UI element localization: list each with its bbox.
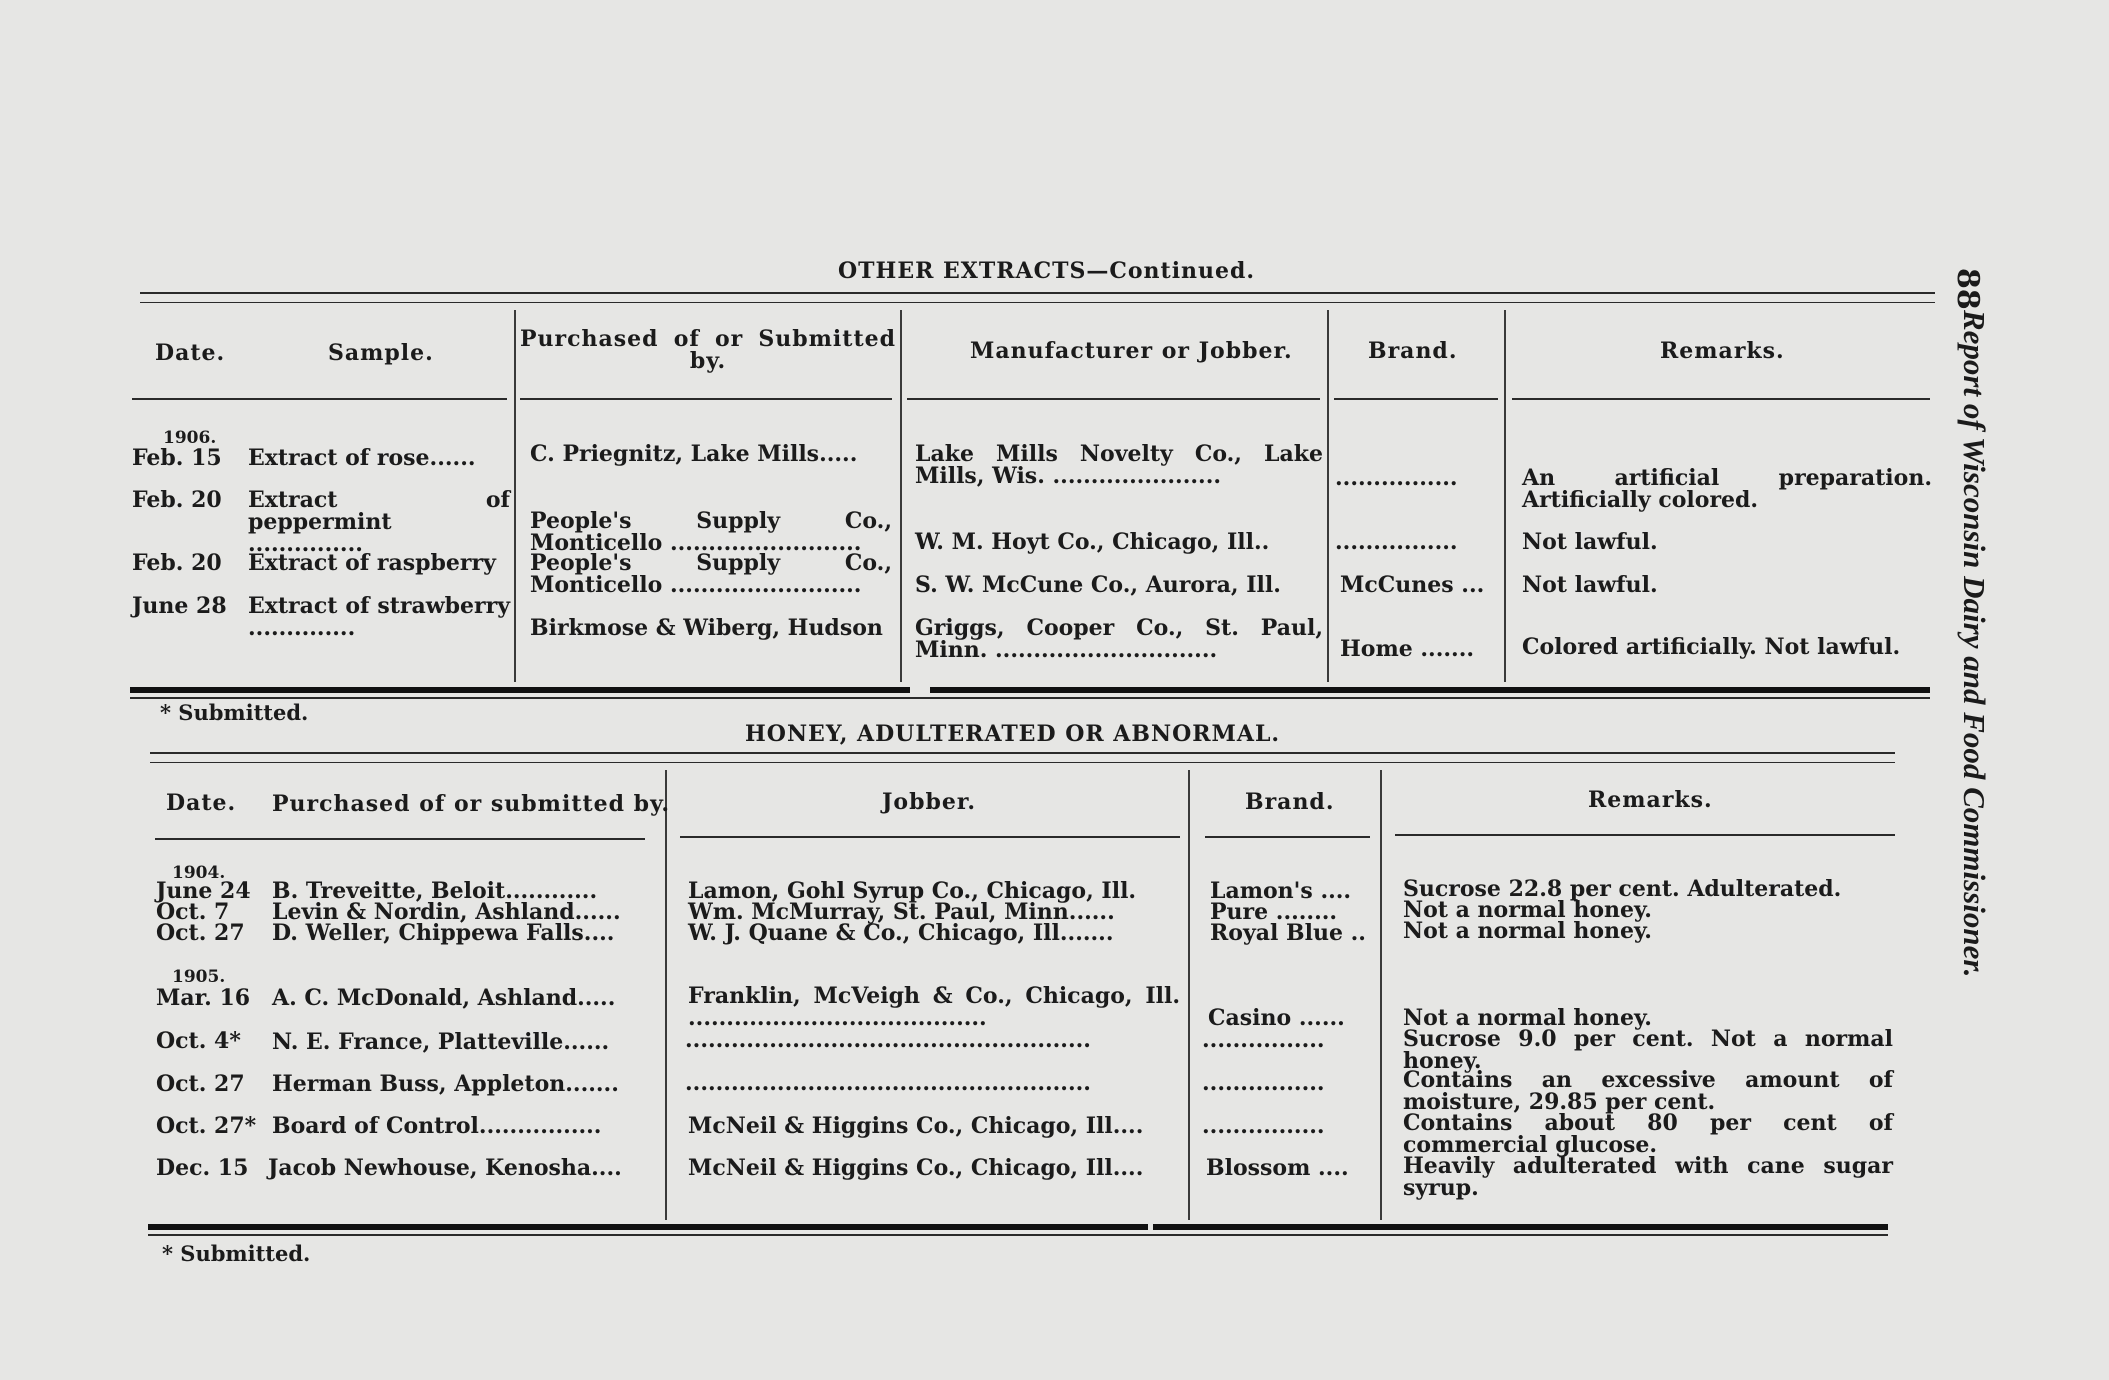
- t2-row3-date: Oct. 27: [156, 920, 245, 946]
- t1-header-date: Date.: [155, 340, 226, 366]
- t2-row2-purchased: Levin & Nordin, Ashland......: [272, 899, 621, 925]
- t1-row3-sample: Extract of raspberry: [248, 550, 496, 576]
- t2-header-underline: [1205, 836, 1370, 838]
- t2-row8-brand: Blossom ....: [1206, 1155, 1349, 1181]
- t2-row8-jobber: McNeil & Higgins Co., Chicago, Ill....: [688, 1155, 1144, 1181]
- t2-row1-purchased: B. Treveitte, Beloit............: [272, 878, 598, 904]
- t1-header-brand: Brand.: [1368, 338, 1458, 364]
- t2-row8-purchased: Jacob Newhouse, Kenosha....: [268, 1155, 622, 1181]
- t2-col-divider: [665, 770, 667, 1220]
- t2-row8-remarks: Heavily adulterated with cane sugar syrup.: [1403, 1153, 1893, 1201]
- table1-top-rule-2: [140, 302, 1935, 303]
- t2-header-purchased: Purchased of or submitted by.: [272, 791, 670, 817]
- table2-bottom-rule: [148, 1224, 1148, 1230]
- t1-row2-remarks: Not lawful.: [1522, 529, 1658, 555]
- t2-row2-brand: Pure ........: [1210, 899, 1338, 925]
- t2-row3-brand: Royal Blue ..: [1210, 920, 1366, 946]
- t2-row6-date: Oct. 27: [156, 1071, 245, 1097]
- page-number: 88: [1950, 268, 1985, 310]
- t2-col-divider: [1380, 770, 1382, 1220]
- t1-header-sample: Sample.: [328, 340, 434, 366]
- running-title: Report of Wisconsin Dairy and Food Commissioner.: [1957, 310, 1992, 978]
- running-title-column: [1950, 270, 1990, 1170]
- t1-row1-brand: ................: [1335, 465, 1458, 491]
- t1-header-underline: [1512, 398, 1930, 400]
- t2-row1-date: June 24: [156, 878, 251, 904]
- t1-row1-manufacturer: Lake Mills Novelty Co., Lake Mills, Wis. ......................: [915, 441, 1323, 489]
- t2-row2-date: Oct. 7: [156, 899, 230, 925]
- t2-row3-purchased: D. Weller, Chippewa Falls....: [272, 920, 615, 946]
- t2-row7-brand: ................: [1202, 1113, 1325, 1139]
- table2-bottom-rule-2: [148, 1234, 1888, 1236]
- t2-row7-date: Oct. 27*: [156, 1113, 257, 1139]
- t2-header-remarks: Remarks.: [1588, 787, 1713, 813]
- t2-year-1905: 1905.: [172, 967, 226, 987]
- t1-row1-sample: Extract of rose......: [248, 445, 476, 471]
- t1-col-divider: [900, 310, 902, 682]
- t2-row6-remarks: Contains an excessive amount of moisture, 29.85 per cent.: [1403, 1067, 1893, 1115]
- t2-header-underline: [680, 836, 1180, 838]
- t1-row4-date: June 28: [132, 593, 227, 619]
- t1-year: 1906.: [163, 428, 217, 448]
- t2-row3-jobber: W. J. Quane & Co., Chicago, Ill.......: [688, 920, 1114, 946]
- t2-row4-purchased: A. C. McDonald, Ashland.....: [272, 985, 616, 1011]
- t2-row7-purchased: Board of Control................: [272, 1113, 602, 1139]
- t1-row3-purchased: People's Supply Co., Monticello .........................: [530, 550, 892, 598]
- t1-header-remarks: Remarks.: [1660, 338, 1785, 364]
- table1-top-rule: [140, 292, 1935, 294]
- t2-row1-jobber: Lamon, Gohl Syrup Co., Chicago, Ill.: [688, 878, 1137, 904]
- t1-row4-brand: Home .......: [1340, 636, 1475, 662]
- t1-header-underline: [1334, 398, 1498, 400]
- table1-footnote: * Submitted.: [160, 700, 309, 725]
- t1-row1-date: Feb. 15: [132, 445, 222, 471]
- t1-row2-manufacturer: W. M. Hoyt Co., Chicago, Ill..: [915, 529, 1270, 555]
- t2-row5-date: Oct. 4*: [156, 1028, 241, 1054]
- t1-header-purchased: Purchased of or Submitted by.: [520, 326, 896, 374]
- t1-header-manufacturer: Manufacturer or Jobber.: [970, 338, 1293, 364]
- t1-col-divider: [1327, 310, 1329, 682]
- t1-row3-date: Feb. 20: [132, 550, 222, 576]
- t2-row4-remarks: Not a normal honey.: [1403, 1005, 1652, 1031]
- t2-row6-jobber: .....................................................: [685, 1070, 1091, 1096]
- t1-row2-date: Feb. 20: [132, 487, 222, 513]
- t2-row2-jobber: Wm. McMurray, St. Paul, Minn......: [688, 899, 1115, 925]
- t1-col-divider: [514, 310, 516, 682]
- t2-header-date: Date.: [166, 790, 237, 816]
- table2-footnote: * Submitted.: [162, 1241, 311, 1266]
- t2-header-jobber: Jobber.: [882, 789, 977, 815]
- t2-row7-remarks: Contains about 80 per cent of commercial glucose.: [1403, 1110, 1893, 1158]
- t1-row1-purchased: C. Priegnitz, Lake Mills.....: [530, 441, 858, 467]
- t2-row5-remarks: Sucrose 9.0 per cent. Not a normal honey.: [1403, 1026, 1893, 1074]
- table1-title: OTHER EXTRACTS—Continued.: [838, 258, 1256, 284]
- t1-row2-purchased: People's Supply Co., Monticello .........................: [530, 508, 892, 556]
- t2-row6-purchased: Herman Buss, Appleton.......: [272, 1071, 619, 1097]
- t1-row1-remarks: An artificial preparation. Artificially colored.: [1522, 465, 1932, 513]
- t2-year-1904: 1904.: [172, 863, 226, 883]
- t1-row4-purchased: Birkmose & Wiberg, Hudson: [530, 615, 883, 641]
- table2-top-rule: [150, 752, 1895, 754]
- t1-header-underline: [907, 398, 1320, 400]
- table1-bottom-rule: [930, 687, 1930, 693]
- t1-row2-sample: Extract of peppermint ...............: [248, 487, 510, 557]
- t1-row3-manufacturer: S. W. McCune Co., Aurora, Ill.: [915, 572, 1281, 598]
- t2-row3-remarks: Not a normal honey.: [1403, 918, 1652, 944]
- t2-row7-jobber: McNeil & Higgins Co., Chicago, Ill....: [688, 1113, 1144, 1139]
- t2-row5-purchased: N. E. France, Platteville......: [272, 1029, 610, 1055]
- t2-header-underline: [155, 838, 645, 840]
- t2-row1-brand: Lamon's ....: [1210, 878, 1352, 904]
- t1-row3-remarks: Not lawful.: [1522, 572, 1658, 598]
- table2-bottom-rule: [1153, 1224, 1888, 1230]
- t2-header-brand: Brand.: [1245, 789, 1335, 815]
- t2-col-divider: [1188, 770, 1190, 1220]
- t2-row4-jobber: Franklin, McVeigh & Co., Chicago, Ill. .......................................: [688, 983, 1180, 1031]
- t1-row4-manufacturer: Griggs, Cooper Co., St. Paul, Minn. .............................: [915, 615, 1323, 663]
- t1-header-underline: [520, 398, 892, 400]
- t1-header-underline: [132, 398, 507, 400]
- t1-row4-remarks: Colored artificially. Not lawful.: [1522, 634, 1901, 660]
- table2-title: HONEY, ADULTERATED OR ABNORMAL.: [745, 721, 1281, 747]
- t2-row8-date: Dec. 15: [156, 1155, 249, 1181]
- t2-row2-remarks: Not a normal honey.: [1403, 897, 1652, 923]
- t2-header-underline: [1395, 834, 1895, 836]
- t2-row6-brand: ................: [1202, 1070, 1325, 1096]
- t2-row4-date: Mar. 16: [156, 985, 251, 1011]
- table1-bottom-rule: [130, 687, 910, 693]
- t1-row3-brand: McCunes ...: [1340, 572, 1485, 598]
- table1-bottom-rule-2: [130, 697, 1930, 699]
- t1-col-divider: [1504, 310, 1506, 682]
- t1-row2-brand: ................: [1335, 529, 1458, 555]
- t2-row4-brand: Casino ......: [1208, 1005, 1345, 1031]
- t2-row5-brand: ................: [1202, 1027, 1325, 1053]
- t2-row1-remarks: Sucrose 22.8 per cent. Adulterated.: [1403, 876, 1842, 902]
- table2-top-rule-2: [150, 762, 1895, 763]
- t1-row4-sample: Extract of strawberry ..............: [248, 593, 510, 641]
- t2-row5-jobber: .....................................................: [685, 1027, 1091, 1053]
